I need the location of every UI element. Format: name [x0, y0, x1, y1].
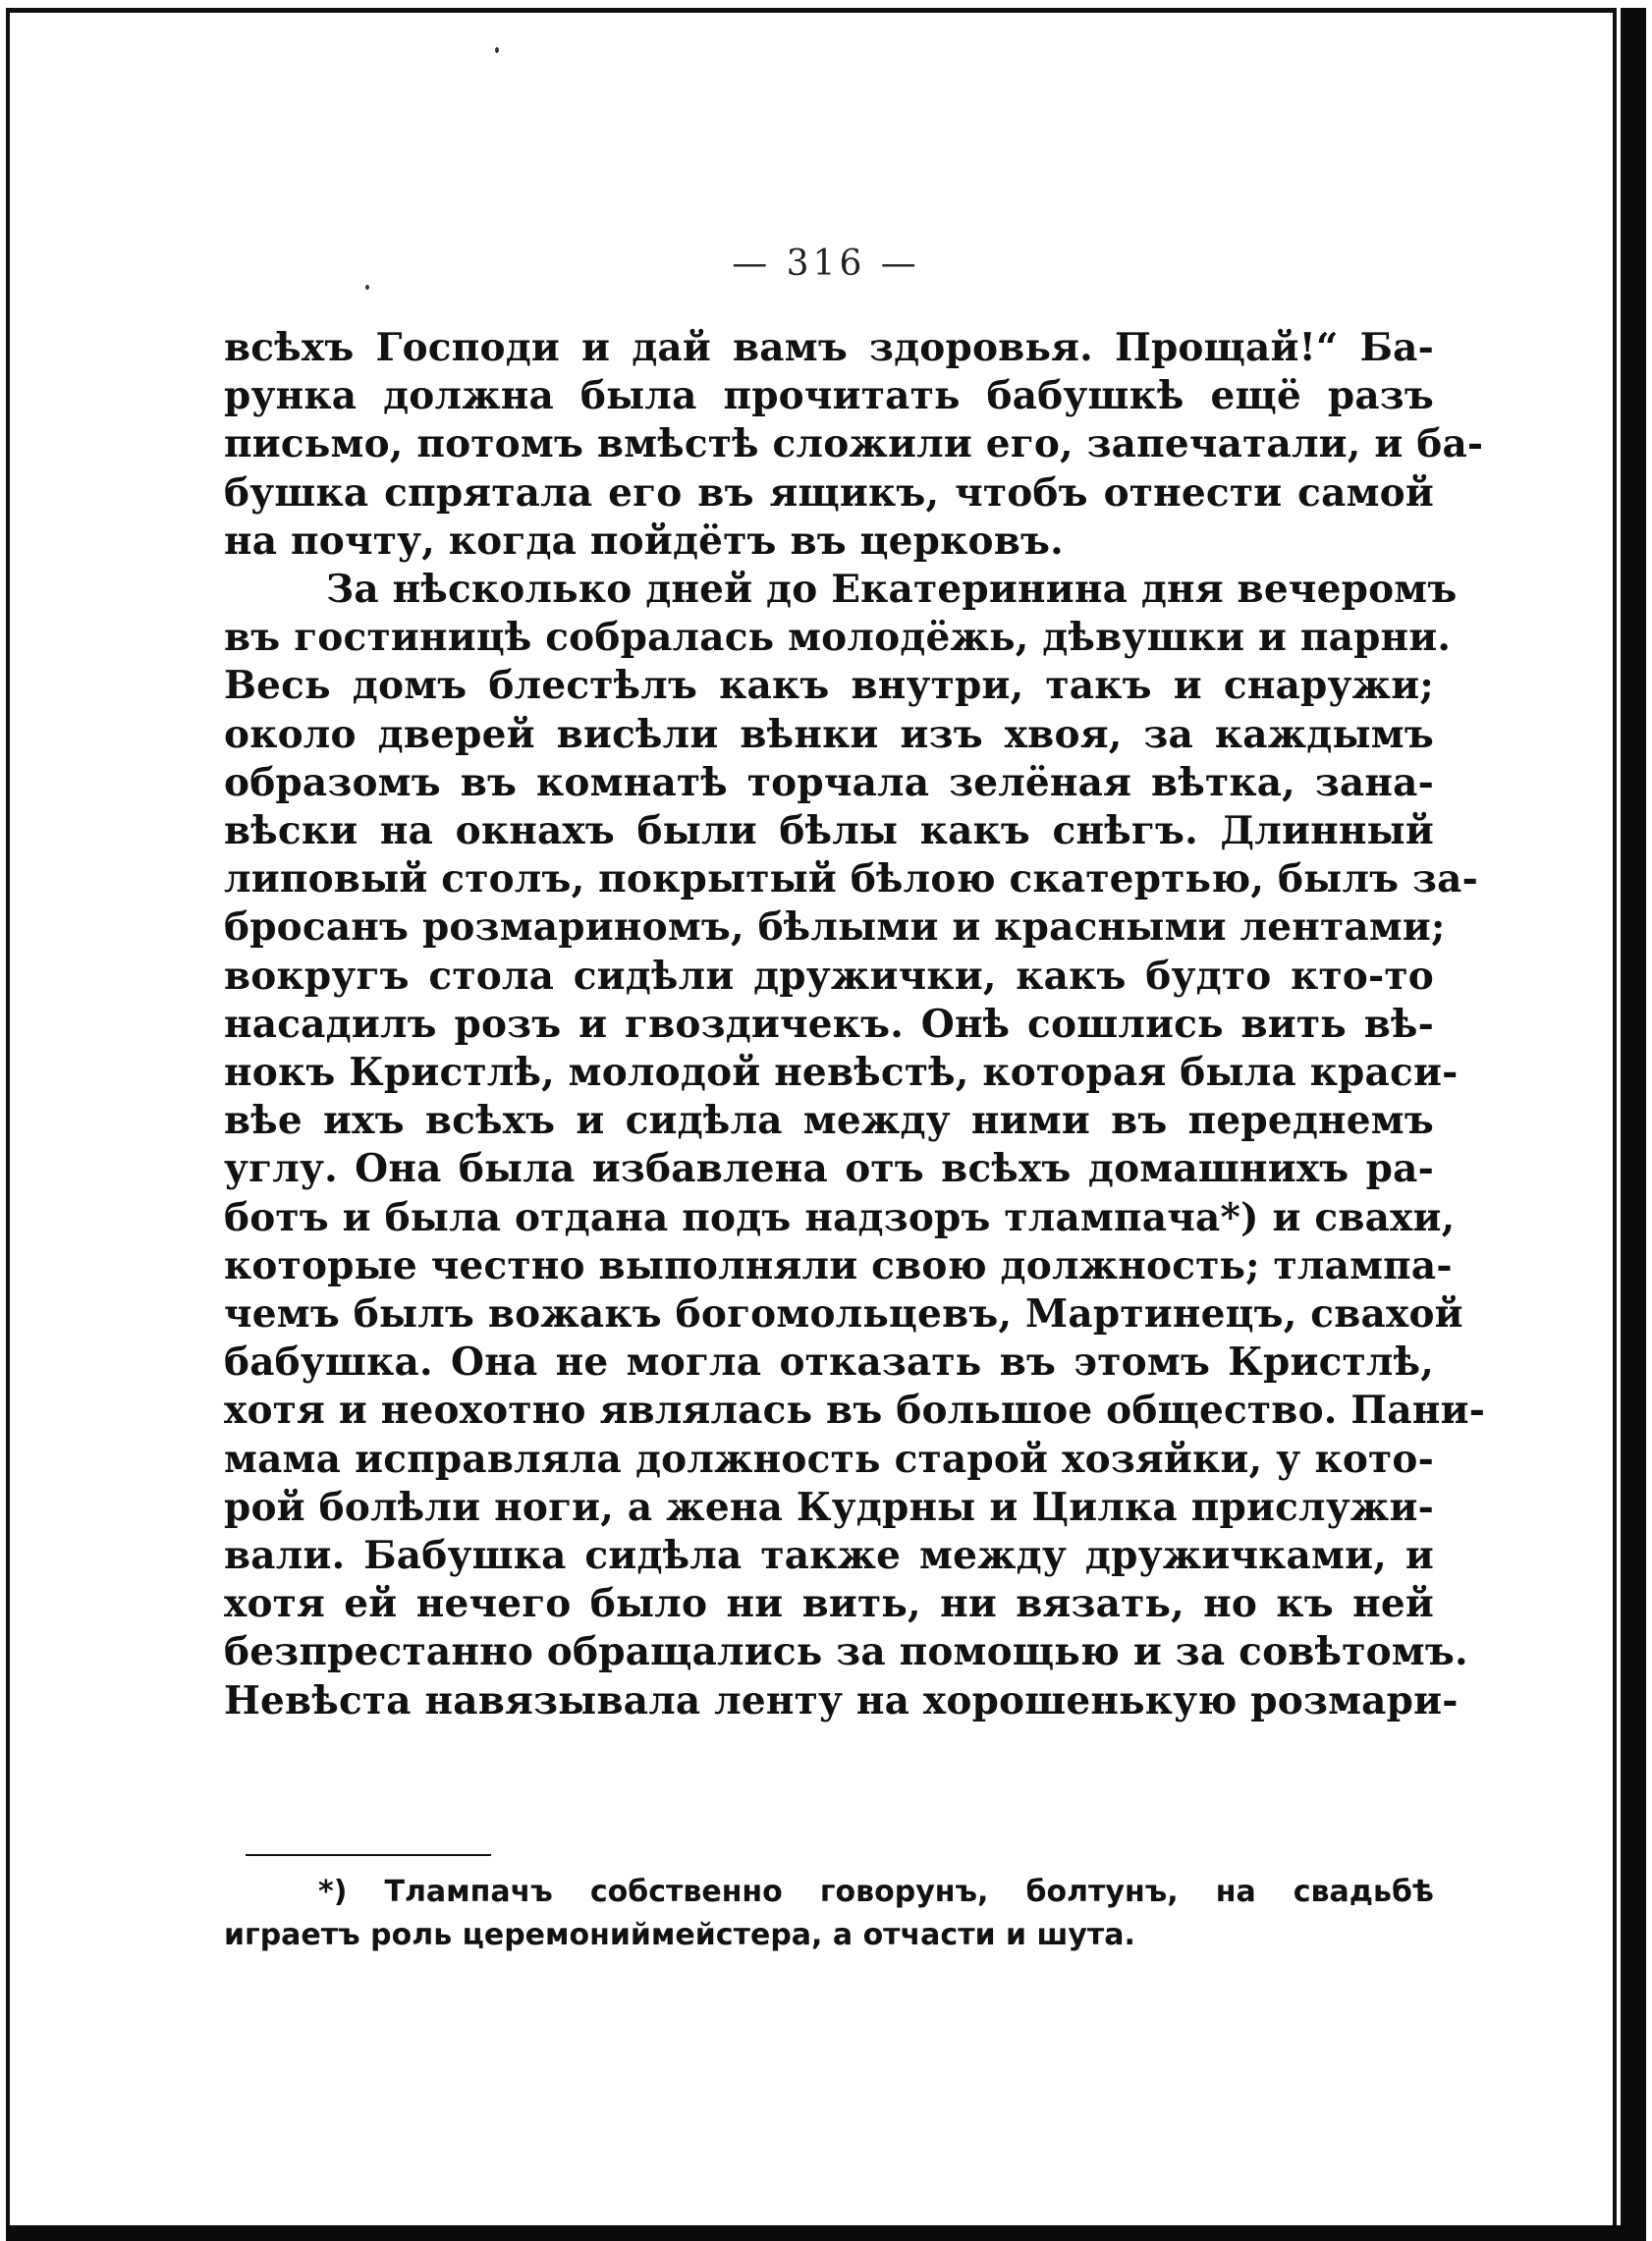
body-line: ботъ и была отдана подъ надзоръ тлампача*) и свахи,: [224, 1194, 1456, 1240]
body-line: на почту, когда пойдётъ въ церковъ.: [224, 518, 1064, 564]
body-line: около дверей висѣли вѣнки изъ хвоя, за каждымъ: [224, 711, 1434, 757]
body-line: безпрестанно обращались за помощью и за совѣтомъ.: [224, 1629, 1468, 1675]
body-line: мама исправляла должность старой хозяйки, у кото-: [224, 1436, 1434, 1482]
footnote-line: играетъ роль церемониймейстера, а отчасти и шута.: [224, 1918, 1135, 1952]
scan-edge-bottom: [6, 2225, 1646, 2241]
body-line: хотя ей нечего было ни вить, ни вязать, но къ ней: [224, 1581, 1434, 1627]
body-line: вѣе ихъ всѣхъ и сидѣла между ними въ переднемъ: [224, 1098, 1434, 1144]
body-line: Весь домъ блестѣлъ какъ внутри, такъ и снаружи;: [224, 663, 1434, 709]
body-line: рунка должна была прочитать бабушкѣ ещё разъ: [224, 373, 1434, 419]
body-line: въ гостиницѣ собралась молодёжь, дѣвушки и парни.: [224, 615, 1452, 661]
scan-edge-right: [1621, 8, 1646, 2233]
body-line: бабушка. Она не могла отказать въ этомъ Кристлѣ,: [224, 1339, 1434, 1386]
scan-speck: [365, 285, 369, 290]
body-line: рой болѣли ноги, а жена Кудрны и Цилка прислужи-: [224, 1484, 1434, 1530]
footnote-line: *) Тлампачъ собственно говорунъ, болтунъ, на свадьбѣ: [318, 1875, 1434, 1909]
body-line: бушка спрятала его въ ящикъ, чтобъ отнести самой: [224, 469, 1434, 516]
body-line: образомъ въ комнатѣ торчала зелёная вѣтка, зана-: [224, 759, 1434, 805]
body-line: углу. Она была избавлена отъ всѣхъ домашнихъ ра-: [224, 1146, 1434, 1192]
body-text: [224, 324, 1486, 1725]
body-line: вали. Бабушка сидѣла также между дружичками, и: [224, 1533, 1434, 1579]
body-line: нокъ Кристлѣ, молодой невѣстѣ, которая была краси-: [224, 1050, 1459, 1096]
body-line: Невѣста навязывала ленту на хорошенькую розмари-: [224, 1677, 1459, 1723]
body-line: всѣхъ Господи и дай вамъ здоровья. Прощай!“ Ба-: [224, 325, 1434, 370]
body-line: липовый столъ, покрытый бѣлою скатертью, былъ за-: [224, 856, 1478, 902]
body-line: чемъ былъ вожакъ богомольцевъ, Мартинецъ, свахой: [224, 1291, 1463, 1338]
footnote: [224, 1871, 1434, 1957]
footnote-separator: [246, 1854, 491, 1856]
body-line: которые честно выполняли свою должность; тлампа-: [224, 1242, 1453, 1288]
page-number: — 316 —: [732, 244, 920, 284]
body-line: письмо, потомъ вмѣстѣ сложили его, запечатали, и ба-: [224, 421, 1484, 467]
body-line: вокругъ стола сидѣли дружички, какъ будто кто-то: [224, 953, 1434, 999]
body-line: За нѣсколько дней до Екатеринина дня вечеромъ: [326, 567, 1458, 613]
body-line: хотя и неохотно являлась въ большое общество. Пани-: [224, 1388, 1486, 1434]
body-line: вѣски на окнахъ были бѣлы какъ снѣгъ. Длинный: [224, 808, 1434, 854]
body-line: бросанъ розмариномъ, бѣлыми и красными лентами;: [224, 904, 1446, 951]
body-line: насадилъ розъ и гвоздичекъ. Онѣ сошлись вить вѣ-: [224, 1001, 1434, 1047]
scan-speck: [495, 47, 499, 53]
